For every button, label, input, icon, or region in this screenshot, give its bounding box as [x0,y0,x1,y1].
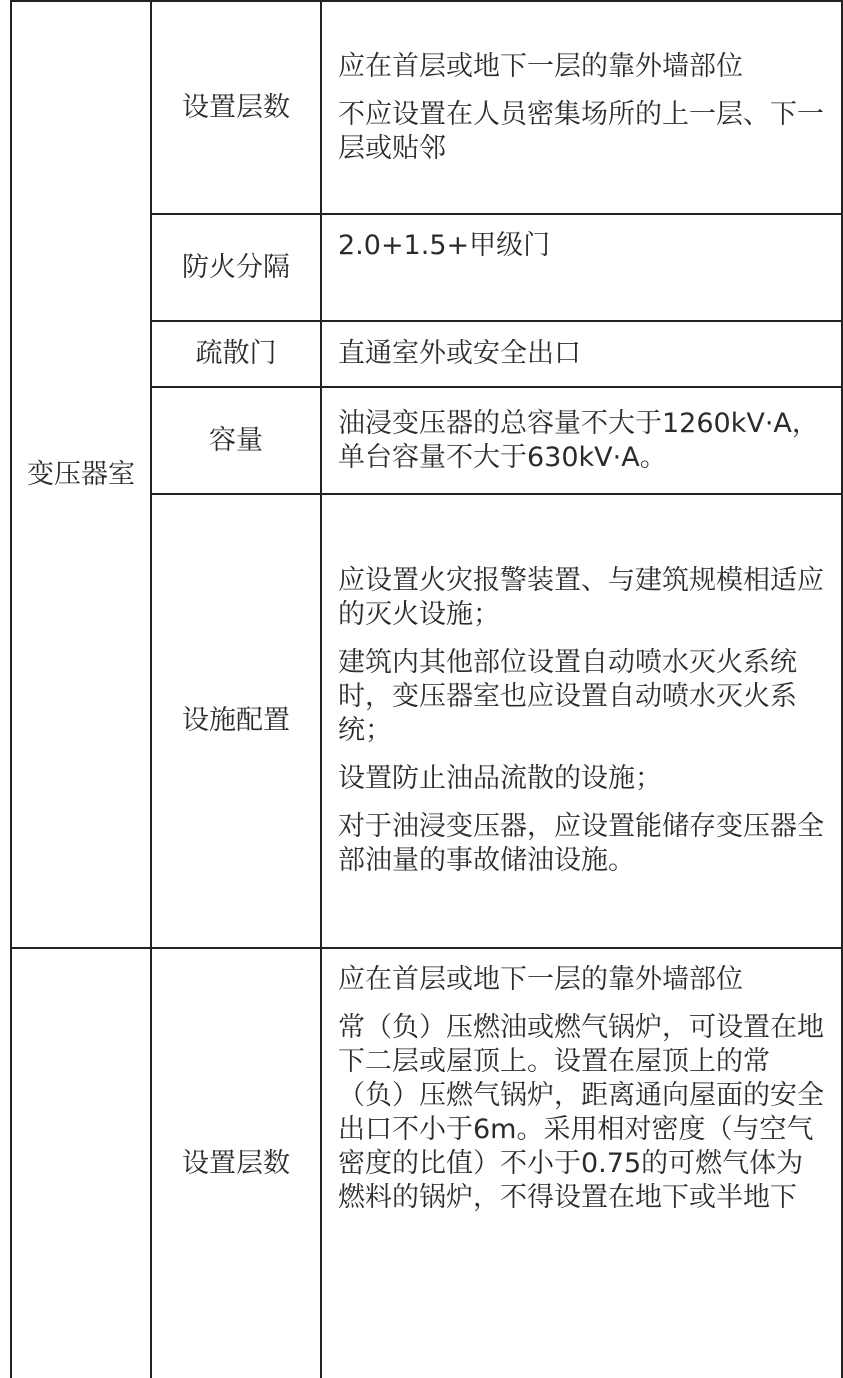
label-cell: 疏散门 [151,321,321,387]
content-paragraph: 应设置火灾报警装置、与建筑规模相适应的灭火设施； [338,565,824,630]
page-content [10,0,824,1378]
content-cell [321,1,842,214]
content-paragraph: 应在首层或地下一层的靠外墙部位 [338,964,743,995]
content-paragraph: 油浸变压器的总容量不大于1260kV·A，单台容量不大于630kV·A。 [338,407,819,473]
content-paragraph: 应在首层或地下一层的靠外墙部位 [338,50,743,82]
content-cell [321,214,842,321]
group-cell [11,948,151,1378]
content-paragraph: 直通室外或安全出口 [338,338,581,369]
content-paragraph: 2.0+1.5+甲级门 [338,230,551,261]
content-paragraph: 常（负）压燃油或燃气锅炉，可设置在地下二层或屋顶上。设置在屋顶上的常 （负）压燃气锅炉，距离通向屋面的安全出口不小于6m。采用相对密度（与空气密度的比值）不小于0.75的可燃气体为燃料的锅炉，不得设置在地下或半地下 [338,1012,824,1213]
label-cell: 容量 [151,387,321,494]
label-cell: 设施配置 [151,494,321,948]
content-cell [321,494,842,948]
table-row [11,948,842,1378]
content-paragraph: 对于油浸变压器，应设置能储存变压器全部油量的事故储油设施。 [338,811,824,876]
label-cell: 设置层数 [151,1,321,214]
group-cell-transformer-room: 变压器室 [11,1,151,948]
content-cell [321,321,842,387]
label-cell: 防火分隔 [151,214,321,321]
content-paragraph: 不应设置在人员密集场所的上一层、下一层或贴邻 [338,98,824,164]
content-cell [321,387,842,494]
content-cell [321,948,842,1378]
regulation-table [10,0,843,1378]
table-row [11,1,842,214]
label-cell: 设置层数 [151,948,321,1378]
content-paragraph: 建筑内其他部位设置自动喷水灭火系统时，变压器室也应设置自动喷水灭火系统； [338,647,797,746]
content-paragraph: 设置防止油品流散的设施； [338,763,662,794]
